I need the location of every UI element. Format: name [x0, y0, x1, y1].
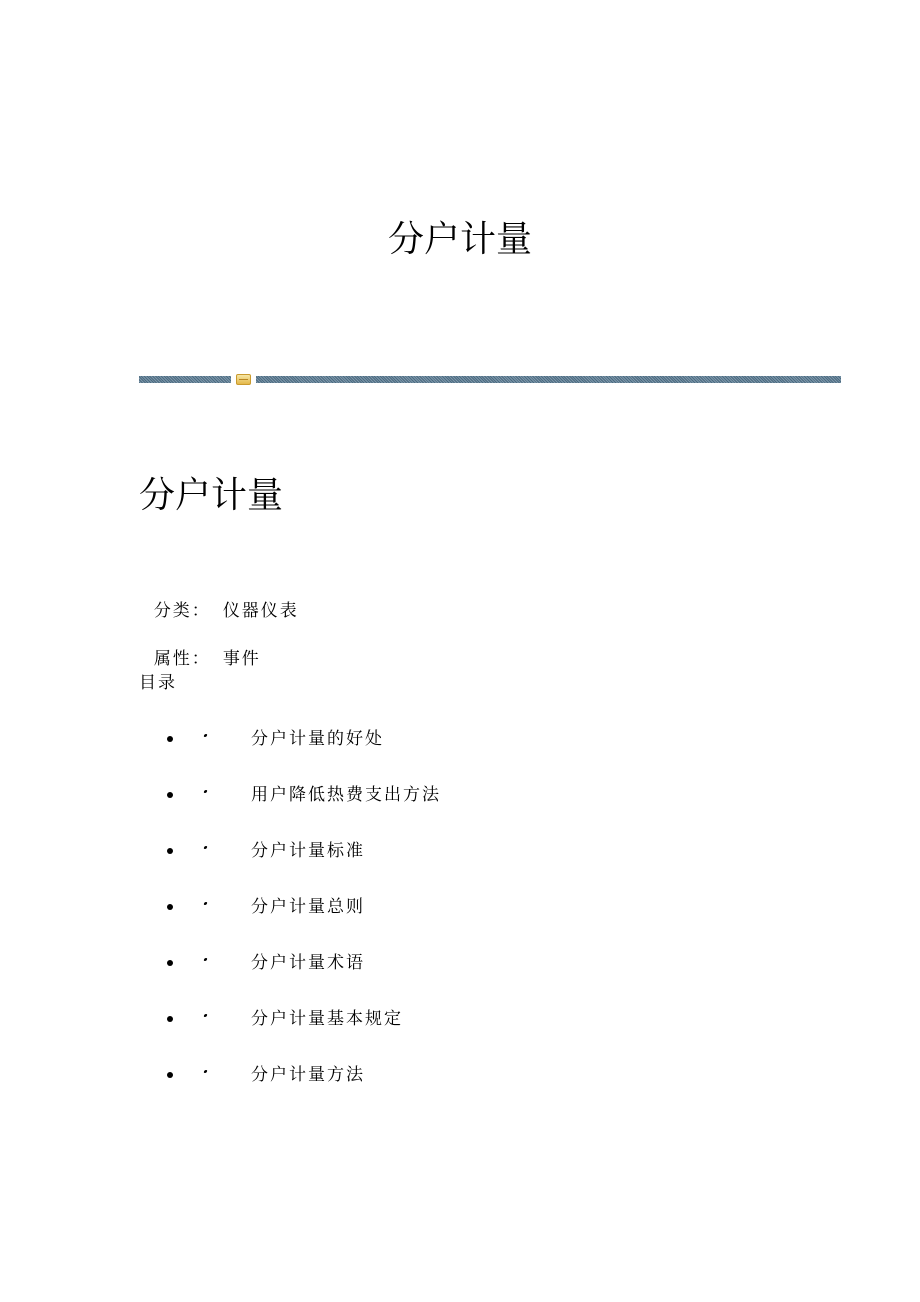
toc-item — [0, 951, 500, 975]
divider-bar-left — [139, 376, 231, 383]
cover-title: 分户计量 — [387, 219, 532, 260]
tick-mark-icon — [203, 731, 208, 739]
toc-item — [0, 839, 500, 863]
bullet-icon — [167, 736, 173, 742]
toc-link[interactable]: 用户降低热费支出方法 — [251, 785, 441, 805]
toc-item — [0, 727, 500, 751]
toc-link[interactable]: 分户计量总则 — [251, 897, 365, 917]
toc-heading: 目录 — [139, 673, 177, 693]
divider-bar-right — [256, 376, 841, 383]
toc-link[interactable]: 分户计量术语 — [251, 953, 365, 973]
toc-link[interactable]: 分户计量方法 — [251, 1065, 365, 1085]
bullet-icon — [167, 904, 173, 910]
tick-mark-icon — [203, 1067, 208, 1075]
bullet-icon — [167, 848, 173, 854]
category-label: 分类： — [153, 601, 211, 621]
tick-mark-icon — [203, 787, 208, 795]
tick-mark-icon — [203, 843, 208, 851]
category-value: 仪器仪表 — [222, 601, 299, 621]
category-row — [139, 575, 299, 623]
toc-item — [0, 895, 500, 919]
attribute-label: 属性： — [153, 649, 211, 669]
bullet-icon — [167, 960, 173, 966]
bullet-icon — [167, 1016, 173, 1022]
toc-link[interactable]: 分户计量标准 — [251, 841, 365, 861]
tick-mark-icon — [203, 899, 208, 907]
toc-link[interactable]: 分户计量的好处 — [251, 729, 384, 749]
toc-item — [0, 783, 500, 807]
toc-item — [0, 1063, 500, 1087]
section-divider — [139, 374, 841, 384]
bullet-icon — [167, 792, 173, 798]
bullet-icon — [167, 1072, 173, 1078]
toc-item — [0, 1007, 500, 1031]
toc-link[interactable]: 分户计量基本规定 — [251, 1009, 403, 1029]
tick-mark-icon — [203, 1011, 208, 1019]
document-title: 分户计量 — [139, 475, 284, 516]
attribute-row — [139, 623, 261, 671]
divider-emblem-icon — [236, 374, 251, 385]
tick-mark-icon — [203, 955, 208, 963]
attribute-value: 事件 — [222, 649, 261, 669]
